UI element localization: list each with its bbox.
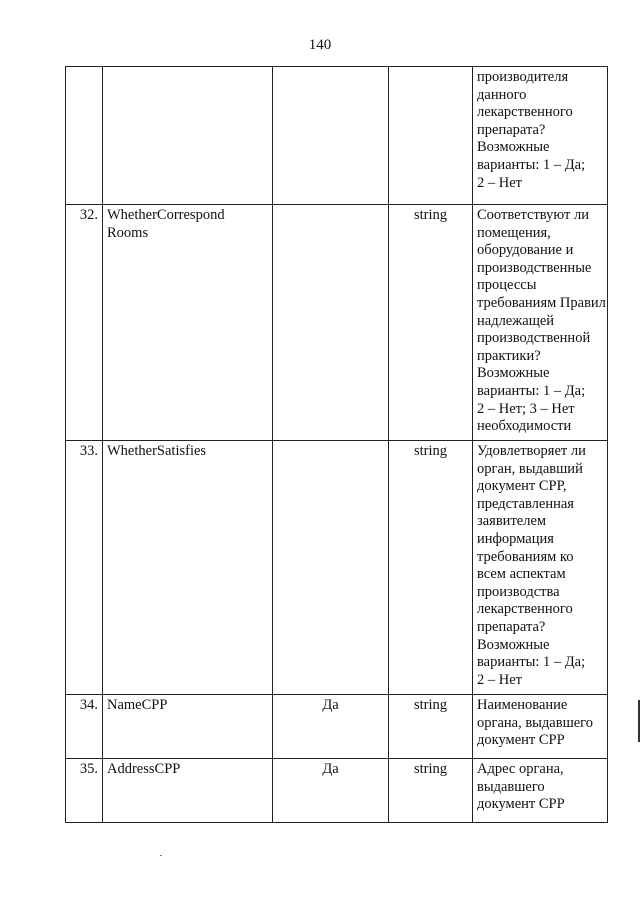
row-number [66, 67, 103, 205]
description-line: органа, выдавшего [477, 714, 594, 731]
description-line: производителя [477, 69, 569, 85]
description-line: всем аспектам [477, 566, 566, 583]
scan-speck [160, 855, 162, 856]
description-line: помещения, [477, 224, 551, 241]
description-line: требованиям ко [477, 548, 574, 565]
description-line: требованиям Правил [477, 294, 606, 311]
field-description [473, 695, 608, 759]
description-line: препарата? [477, 618, 546, 635]
description-line: Возможные [477, 139, 550, 156]
required-flag: Да [273, 759, 389, 823]
field-type [389, 67, 473, 205]
row-number: 32. [66, 205, 103, 441]
description-line: оборудование и [477, 242, 574, 259]
description-line: 2 – Нет; 3 – Нет [477, 400, 575, 417]
field-name [103, 759, 273, 823]
description-line: Возможные [477, 636, 550, 653]
required-flag [273, 205, 389, 441]
table-body [66, 67, 608, 823]
field-description [473, 441, 608, 695]
row-number: 35. [66, 759, 103, 823]
description-line: производства [477, 583, 560, 600]
table-row [66, 205, 608, 441]
description-line: необходимости [477, 418, 572, 435]
required-flag [273, 67, 389, 205]
description-line: практики? [477, 347, 541, 364]
table-row [66, 695, 608, 759]
description-line: Наименование [477, 697, 568, 713]
description-line: выдавшего [477, 778, 545, 795]
field-name [103, 695, 273, 759]
description-line: процессы [477, 277, 537, 294]
description-line: данного [477, 86, 527, 103]
field-name-line: NameCPP [107, 697, 168, 713]
field-name-line: Rooms [107, 224, 149, 241]
row-number: 33. [66, 441, 103, 695]
required-flag: Да [273, 695, 389, 759]
field-name-line: AddressCPP [107, 761, 181, 777]
field-type: string [389, 759, 473, 823]
field-type: string [389, 441, 473, 695]
description-line: надлежащей [477, 312, 555, 329]
description-line: варианты: 1 – Да; [477, 382, 586, 399]
description-line: производственной [477, 330, 591, 347]
description-line: препарата? [477, 121, 546, 138]
description-line: варианты: 1 – Да; [477, 654, 586, 671]
description-line: заявителем [477, 513, 547, 530]
page-number: 140 [308, 37, 332, 53]
field-type: string [389, 205, 473, 441]
description-line: информация [477, 530, 554, 547]
field-name [103, 67, 273, 205]
field-name-line: WhetherSatisfies [107, 443, 207, 459]
description-line: лекарственного [477, 601, 573, 618]
field-name-line: WhetherCorrespond [107, 207, 225, 223]
required-flag [273, 441, 389, 695]
description-line: 2 – Нет [477, 174, 522, 191]
field-description [473, 759, 608, 823]
field-type: string [389, 695, 473, 759]
description-line: документ СРР [477, 732, 565, 749]
table-row [66, 759, 608, 823]
row-number: 34. [66, 695, 103, 759]
description-line: Адрес органа, [477, 761, 564, 777]
description-line: 2 – Нет [477, 671, 522, 688]
table-row [66, 441, 608, 695]
specification-table [65, 66, 608, 823]
description-line: Удовлетворяет ли [477, 443, 586, 459]
description-line: орган, выдавший [477, 460, 583, 477]
field-description [473, 205, 608, 441]
table-row [66, 67, 608, 205]
description-line: Возможные [477, 365, 550, 382]
field-name [103, 205, 273, 441]
field-description [473, 67, 608, 205]
description-line: лекарственного [477, 104, 573, 121]
description-line: Соответствуют ли [477, 207, 589, 223]
description-line: документ СРР, [477, 478, 567, 495]
field-name [103, 441, 273, 695]
description-line: документ СРР [477, 796, 565, 813]
description-line: представленная [477, 495, 574, 512]
description-line: варианты: 1 – Да; [477, 156, 586, 173]
description-line: производственные [477, 259, 592, 276]
